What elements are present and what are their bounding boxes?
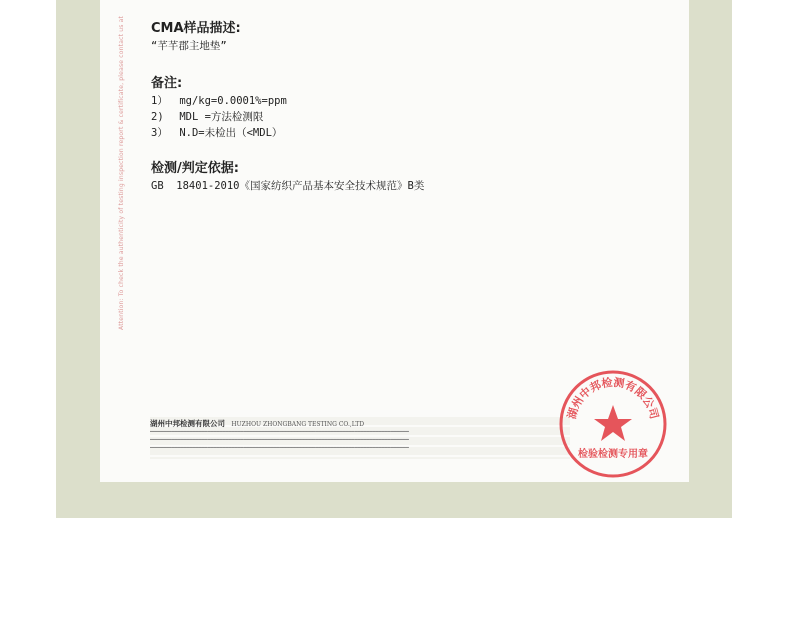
footer-company — [150, 418, 364, 429]
note-number: 2) — [151, 111, 164, 123]
footer-fine-print: ━━━━━━━━━━━━━━━━━━━━━━━━━━━━━━━━━━━━━━━━━━━━━━━━━━━━━━━━━━━━━━━━━━━━━━━━━━━━━━━━━━━━━━ — [150, 437, 409, 443]
footer-fine-print: ━━━━━━━━━━━━━━━━━━━━━━━━━━━━━━━━━━━━━━━━━━━━━━━━━━━━━━━━━━━━━━━━━━━━━━━━━━━━━━━━━━━━━━ — [150, 445, 409, 451]
security-side-text: Attention: To check the authenticity of testing inspection report & certificate, please contact us at — [118, 15, 125, 330]
company-name-en: HUZHOU ZHONGBANG TESTING CO.,LTD — [231, 421, 365, 428]
note-text: N.D=未检出（<MDL） — [179, 127, 283, 139]
seal-inner-text: 检验检测专用章 — [578, 449, 648, 460]
note-item — [151, 109, 263, 124]
seal-outer-text: 湖州中邦检测有限公司 — [565, 375, 661, 421]
note-item — [151, 125, 282, 140]
note-text: MDL =方法检测限 — [179, 111, 264, 123]
basis-text: GB 18401-2010《国家纺织产品基本安全技术规范》B类 — [151, 180, 425, 192]
footer-fine-print: ━━━━━━━━━━━━━━━━━━━━━━━━━━━━━━━━━━━━━━━━━━━━━━━━━━━━━━━━━━━━━━━━━━━━━━━━━━━━━━━━━━━━━━ — [150, 429, 409, 435]
note-item — [151, 93, 287, 108]
basis-title: 检测/判定依据: — [151, 161, 239, 176]
note-number: 3） — [151, 127, 168, 139]
sample-description-title: CMA样品描述: — [151, 21, 241, 36]
seal-star-icon — [594, 405, 632, 441]
note-text: mg/kg=0.0001%=ppm — [179, 95, 287, 107]
official-seal — [558, 369, 668, 479]
notes-title: 备注: — [151, 76, 183, 91]
sample-description-text: “芊芊郡主地垫” — [151, 40, 227, 52]
company-name-cn: 湖州中邦检测有限公司 — [150, 419, 225, 428]
note-number: 1） — [151, 95, 168, 107]
